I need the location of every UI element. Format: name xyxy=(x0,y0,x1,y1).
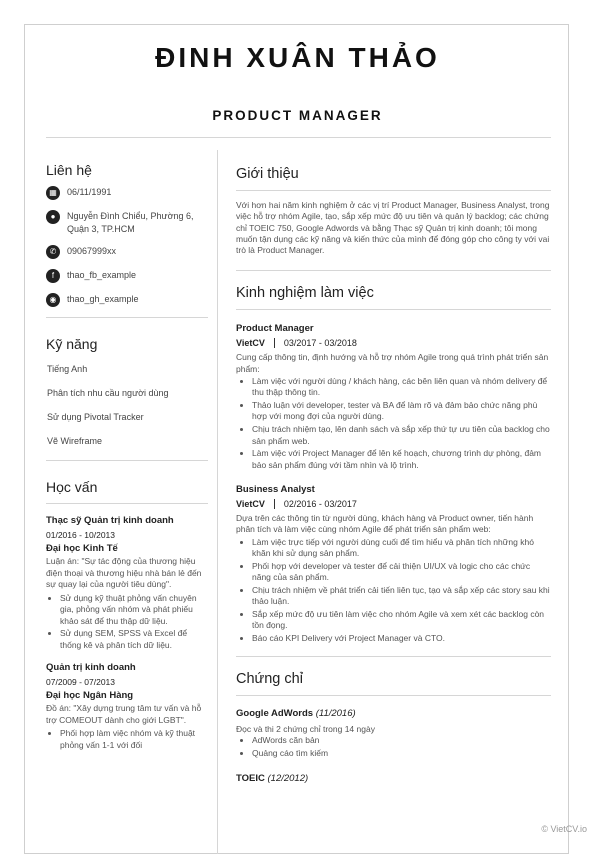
cert-name: Google AdWords xyxy=(236,708,314,720)
job-bullet: • Làm việc với người dùng / khách hàng, các bên liên quan và nhóm delivery để thu thập thông tin. xyxy=(252,376,551,399)
edu-period: 07/2009 - 07/2013 xyxy=(46,677,116,687)
edu-school: Đại học Ngân Hàng xyxy=(46,690,134,701)
intro-section xyxy=(236,166,551,271)
skill-item: Phân tích nhu cầu người dùng xyxy=(47,388,169,398)
edu-bullets xyxy=(46,593,208,652)
contact-phone xyxy=(46,245,208,259)
job-company: VietCV xyxy=(236,338,265,349)
job-bullet: • Làm việc trực tiếp với người dùng cuối để tìm hiểu và phân tích những khó khăn khi sử dụng sản phẩm. xyxy=(252,537,551,560)
section-divider xyxy=(46,460,208,461)
contact-text: 09067999xx xyxy=(67,246,117,256)
education-section xyxy=(46,479,208,751)
contact-text: Nguyễn Đình Chiểu, Phường 6, Quận 3, TP.HCM xyxy=(67,211,194,234)
certs-section xyxy=(236,671,551,784)
job-desc: Dựa trên các thông tin từ người dùng, khách hàng và Product owner, tiến hành phân tích và làm việc cùng nhóm Agile để phát triển sản phẩm web: xyxy=(236,512,534,535)
contact-section xyxy=(46,162,208,318)
skill-item: Tiếng Anh xyxy=(47,364,88,374)
edu-degree: Quản trị kinh doanh xyxy=(46,662,136,673)
edu-school: Đại học Kinh Tế xyxy=(46,543,118,554)
cert-bullets xyxy=(236,735,551,759)
edu-desc: Đồ án: "Xây dựng trung tâm tư vấn và hỗ trợ COMEOUT dành cho giới LGBT". xyxy=(46,703,202,725)
contact-text: thao_fb_example xyxy=(67,270,137,280)
right-column xyxy=(236,166,551,784)
column-divider xyxy=(217,150,218,854)
section-divider xyxy=(46,503,208,504)
contact-text: thao_gh_example xyxy=(67,294,139,304)
job-bullet: • Sắp xếp mức độ ưu tiên làm việc cho nhóm Agile và xem xét các backlog còn tồn đọng. xyxy=(252,609,551,632)
job-item xyxy=(236,323,551,470)
section-divider xyxy=(236,695,551,696)
job-period: 03/2017 - 03/2018 xyxy=(283,338,357,349)
job-bullet: • Làm việc với Project Manager để lên kế hoạch, chương trình dự phòng, đảm bảo sản phẩm đúng với tầm nhìn và lộ trình. xyxy=(252,448,551,471)
cert-desc: Đọc và thi 2 chứng chỉ trong 14 ngày xyxy=(236,724,375,735)
cert-date: (12/2012) xyxy=(267,773,309,785)
education-item xyxy=(46,514,208,651)
location-icon: ● xyxy=(46,210,60,224)
meta-separator xyxy=(274,338,275,348)
cert-title xyxy=(236,708,551,719)
cert-name: TOEIC xyxy=(236,773,265,785)
phone-icon: ✆ xyxy=(46,245,60,259)
job-title: Business Analyst xyxy=(236,483,315,495)
contact-address xyxy=(46,210,208,235)
job-meta xyxy=(236,499,551,509)
section-divider xyxy=(236,190,551,191)
skills-section xyxy=(46,336,208,461)
section-divider xyxy=(236,656,551,657)
job-meta xyxy=(236,338,551,348)
experience-title: Kinh nghiệm làm việc xyxy=(236,285,374,302)
contact-text: 06/11/1991 xyxy=(67,187,112,197)
job-bullet: • Phối hợp với developer và tester để cải thiện UI/UX và logic cho các chức năng của sản phẩm. xyxy=(252,561,551,584)
facebook-icon: f xyxy=(46,269,60,283)
job-bullet: • Chịu trách nhiệm về phát triển cải tiến liên tục, tạo và sắp xếp các story sau khi thảo luận. xyxy=(252,585,551,608)
candidate-role: PRODUCT MANAGER xyxy=(212,108,383,123)
edu-bullets xyxy=(46,728,208,751)
edu-bullet: • Phối hợp làm việc nhóm và kỹ thuật phỏng vấn 1-1 với đối xyxy=(60,728,208,751)
section-divider xyxy=(46,317,208,318)
job-bullets xyxy=(236,376,551,471)
cert-title xyxy=(236,773,551,784)
cert-item xyxy=(236,708,551,759)
edu-degree: Thạc sỹ Quản trị kinh doanh xyxy=(46,515,174,526)
job-period: 02/2016 - 03/2017 xyxy=(283,498,357,509)
intro-text: Với hơn hai năm kinh nghiệm ở các vị trí Product Manager, Business Analyst, trong việc hỗ trợ nhóm Agile, tạo, sắp xếp mức độ ưu tiên và quản lý backlog; các chứng chỉ TOEIC 750, Google Adwords và bằng Thạc sỹ Quản trị kinh doanh; tôi mong muốn tận dụng các kỹ năng và kiến thức của mình để đóng góp cho công ty với vai trò là Product Manager. xyxy=(236,200,550,256)
skill-item: Vẽ Wireframe xyxy=(47,436,103,446)
cert-bullet: • Quảng cáo tìm kiếm xyxy=(252,748,551,759)
left-column xyxy=(46,162,208,752)
experience-section xyxy=(236,285,551,657)
meta-separator xyxy=(274,499,275,509)
contact-title: Liên hệ xyxy=(46,162,92,178)
skills-title: Kỹ năng xyxy=(46,336,98,352)
job-bullets xyxy=(236,537,551,645)
skill-item: Sử dụng Pivotal Tracker xyxy=(47,412,144,422)
watermark: © VietCV.io xyxy=(541,824,587,834)
header-divider xyxy=(46,137,551,138)
job-title: Product Manager xyxy=(236,323,314,335)
cert-item xyxy=(236,773,551,784)
job-item xyxy=(236,484,551,644)
calendar-icon: ▦ xyxy=(46,186,60,200)
cert-bullet: • AdWords căn bản xyxy=(252,735,551,746)
job-bullet: • Thảo luận với developer, tester và BA để làm rõ và đảm bảo chức năng phù hợp với mong đợi của người dùng. xyxy=(252,400,551,423)
edu-bullet: • Sử dụng SEM, SPSS và Excel để thống kê và phân tích dữ liệu. xyxy=(60,628,208,651)
job-bullet: • Chịu trách nhiệm tạo, lên danh sách và sắp xếp thứ tự ưu tiên của backlog cho sản phẩm web. xyxy=(252,424,551,447)
education-item xyxy=(46,661,208,751)
cert-date: (11/2016) xyxy=(315,708,356,720)
contact-github xyxy=(46,293,208,307)
section-divider xyxy=(236,270,551,271)
contact-birthday xyxy=(46,186,208,200)
section-divider xyxy=(236,309,551,310)
edu-period: 01/2016 - 10/2013 xyxy=(46,530,116,540)
contact-facebook xyxy=(46,269,208,283)
intro-title: Giới thiệu xyxy=(236,166,299,182)
edu-desc: Luận án: "Sự tác động của thương hiệu điện thoại và thương hiệu nhà bán lẻ đến sự quay lại của người tiêu dùng". xyxy=(46,556,202,589)
github-icon: ◉ xyxy=(46,293,60,307)
job-company: VietCV xyxy=(236,498,265,509)
job-desc: Cung cấp thông tin, định hướng và hỗ trợ nhóm Agile trong quá trình phát triển sản phẩm: xyxy=(236,352,549,374)
job-bullet: • Báo cáo KPI Delivery với Project Manager và CTO. xyxy=(252,633,551,644)
candidate-name: ĐINH XUÂN THẢO xyxy=(155,42,440,73)
certs-title: Chứng chỉ xyxy=(236,671,303,688)
edu-bullet: • Sử dụng kỹ thuật phỏng vấn chuyên gia, phỏng vấn nhóm và phát phiếu khảo sát để thu thập dữ liệu. xyxy=(60,593,208,628)
education-title: Học vấn xyxy=(46,479,98,495)
